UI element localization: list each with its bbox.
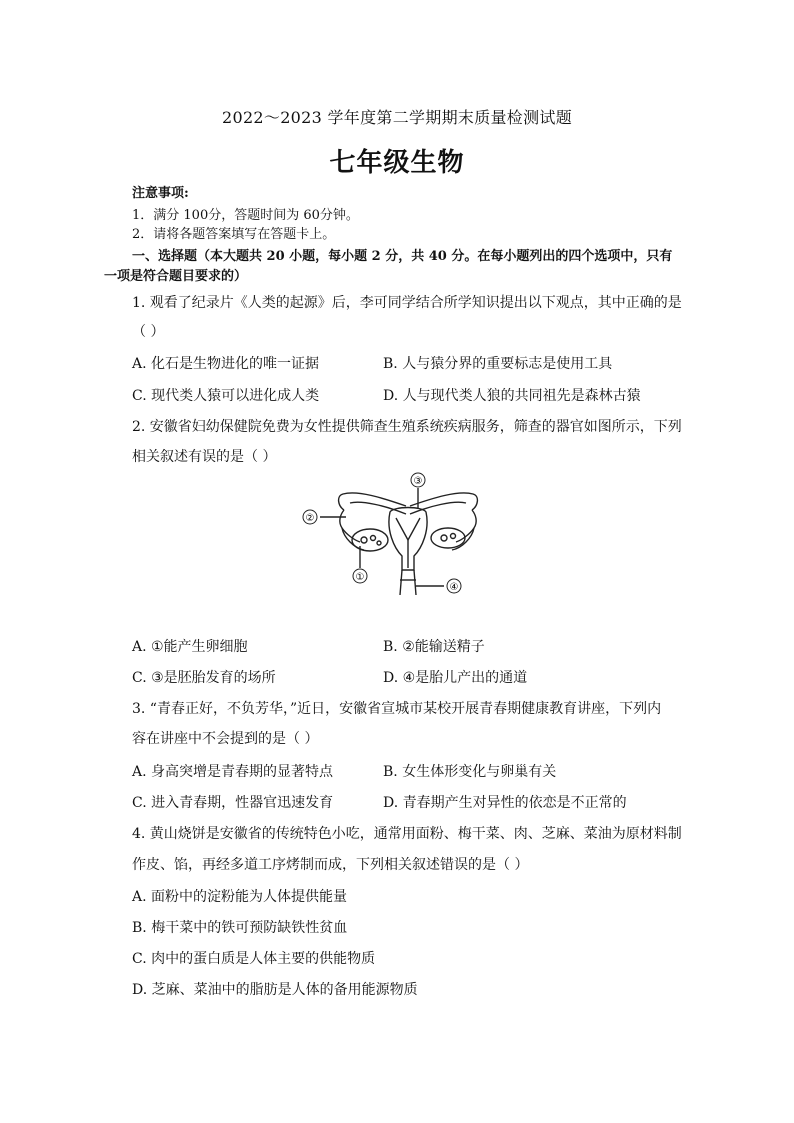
question-4-option-b: B. 梅干菜中的铁可预防缺铁性贫血 [132, 920, 348, 936]
question-2-option-a: A. ①能产生卵细胞 [132, 639, 248, 655]
figure-label-1: ① [355, 572, 365, 583]
question-4-option-d: D. 芝麻、菜油中的脂肪是人体的备用能源物质 [132, 982, 418, 998]
question-3-option-a: A. 身高突增是青春期的显著特点 [132, 764, 334, 780]
figure-label-2: ② [305, 513, 315, 524]
question-1-option-c: C. 现代类人猿可以进化成人类 [132, 388, 320, 404]
question-2-option-b: B. ②能输送精子 [383, 639, 485, 655]
notes-heading: 注意事项: [132, 186, 189, 201]
subject-title: 七年级生物 [329, 148, 465, 178]
section-heading-cont: 一项是符合题目要求的） [104, 269, 248, 284]
uterus-diagram [298, 470, 518, 600]
question-3-stem: 3. “青春正好，不负芳华，”近日，安徽省宣城市某校开展青春期健康教育讲座，下列内 [132, 701, 662, 717]
question-3-option-c: C. 进入青春期，性器官迅速发育 [132, 795, 334, 811]
question-2-option-d: D. ④是胎儿产出的通道 [383, 670, 528, 686]
question-4-option-c: C. 肉中的蛋白质是人体主要的供能物质 [132, 951, 376, 967]
question-4-option-a: A. 面粉中的淀粉能为人体提供能量 [132, 889, 348, 905]
note-item: 1．满分 100分，答题时间为 60分钟。 [132, 208, 359, 223]
question-1-stem-cont: （ ） [132, 324, 165, 340]
question-4-stem-cont: 作皮、馅，再经多道工序烤制而成，下列相关叙述错误的是（ ） [132, 857, 529, 873]
question-1-option-d: D. 人与现代类人狼的共同祖先是森林古猿 [383, 388, 641, 404]
question-2-option-c: C. ③是胚胎发育的场所 [132, 670, 276, 686]
note-item: 2．请将各题答案填写在答题卡上。 [132, 227, 336, 242]
question-4-stem: 4. 黄山烧饼是安徽省的传统特色小吃，通常用面粉、梅干菜、肉、芝麻、菜油为原材料制 [132, 826, 682, 842]
section-heading: 一、选择题（本大题共 20 小题，每小题 2 分，共 40 分。在每小题列出的四个选项中，只有 [132, 249, 673, 264]
question-3-stem-cont: 容在讲座中不会提到的是（ ） [132, 731, 319, 747]
question-3-option-b: B. 女生体形变化与卵巢有关 [383, 764, 557, 780]
exam-title: 2022～2023 学年度第二学期期末质量检测试题 [221, 108, 573, 127]
figure-label-3: ③ [413, 476, 423, 487]
question-1-option-b: B. 人与猿分界的重要标志是使用工具 [383, 356, 613, 372]
question-2-stem: 2. 安徽省妇幼保健院免费为女性提供筛查生殖系统疾病服务，筛查的器官如图所示，下列 [132, 419, 682, 435]
question-1-option-a: A. 化石是生物进化的唯一证据 [132, 356, 320, 372]
question-2-stem-cont: 相关叙述有误的是（ ） [132, 449, 277, 465]
question-1-stem: 1. 观看了纪录片《人类的起源》后，李可同学结合所学知识提出以下观点，其中正确的是 [132, 295, 682, 311]
figure-label-4: ④ [449, 582, 459, 593]
question-3-option-d: D. 青春期产生对异性的依恋是不正常的 [383, 795, 627, 811]
